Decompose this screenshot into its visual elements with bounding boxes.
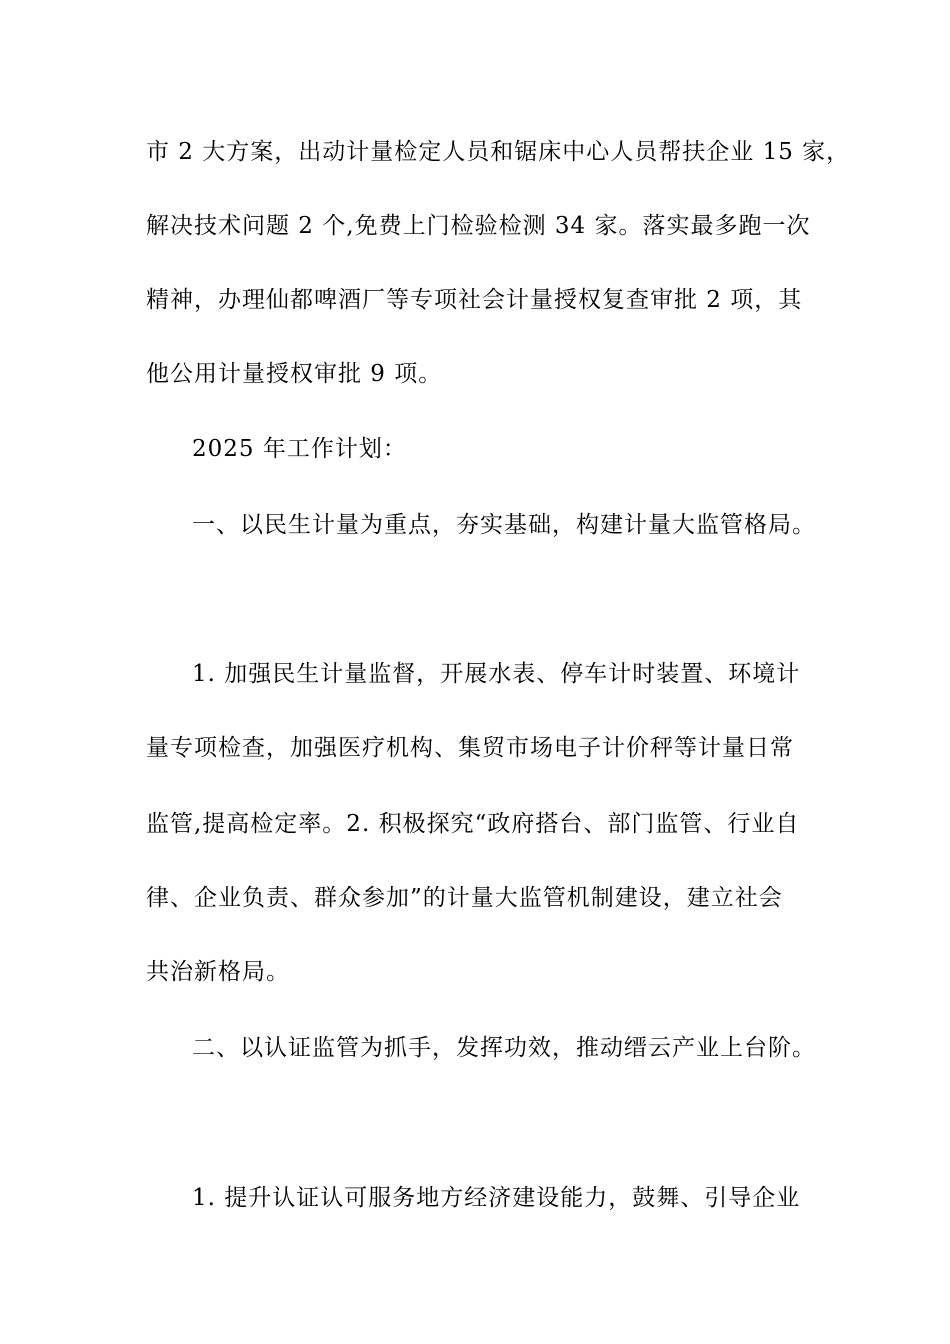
paragraph-line: 律、企业负责、群众参加”的计量大监管机制建设，建立社会	[146, 885, 783, 911]
paragraph-line: 市 2 大方案，出动计量检定人员和锯床中心人员帮扶企业 15 家，	[146, 139, 851, 165]
paragraph-line: 他公用计量授权审批 9 项。	[146, 361, 443, 387]
paragraph-line: 共治新格局。	[146, 959, 290, 985]
paragraph-line: 精神，办理仙都啤酒厂等专项社会计量授权复查审批 2 项，其	[146, 287, 803, 313]
paragraph-line: 解决技术问题 2 个,免费上门检验检测 34 家。落实最多跑一次	[146, 213, 811, 239]
section-heading: 一、以民生计量为重点，夯实基础，构建计量大监管格局。	[192, 512, 816, 538]
section-heading: 2025 年工作计划：	[192, 436, 407, 462]
paragraph-line: 量专项检查，加强医疗机构、集贸市场电子计价秤等计量日常	[146, 735, 794, 761]
paragraph-line: 1. 提升认证认可服务地方经济建设能力，鼓舞、引导企业	[192, 1185, 801, 1211]
section-heading: 二、以认证监管为抓手，发挥功效，推动缙云产业上台阶。	[192, 1035, 816, 1061]
paragraph-line: 1. 加强民生计量监督，开展水表、停车计时装置、环境计	[192, 661, 801, 687]
paragraph-line: 监管,提高检定率。2. 积极探究“政府搭台、部门监管、行业自	[146, 811, 800, 837]
